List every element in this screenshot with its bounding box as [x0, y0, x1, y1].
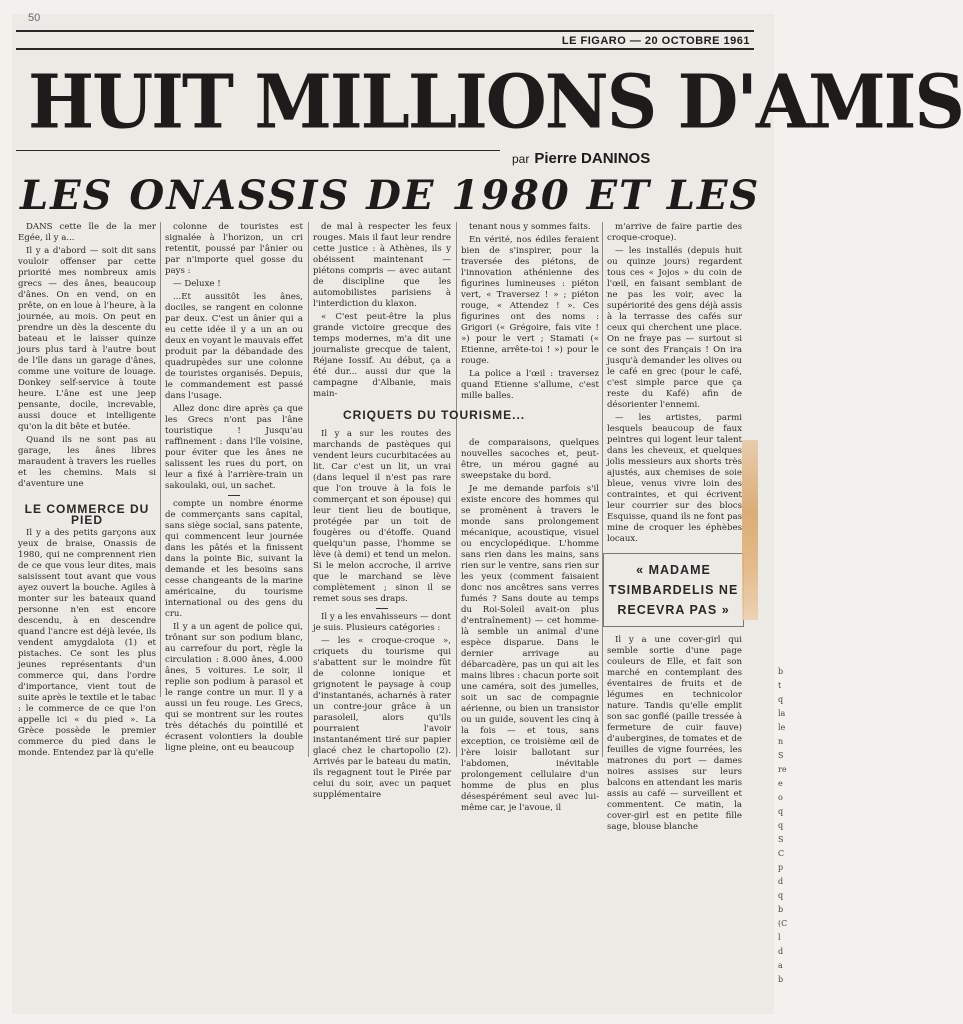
edge-glyph: la: [778, 709, 786, 718]
edge-glyph: q: [778, 821, 784, 830]
edge-glyph: S: [778, 751, 784, 760]
edge-glyph: e: [778, 779, 783, 788]
column-5: [607, 222, 742, 832]
paragraph: « C'est peut-être la plus grande victoire grecque des temps modernes, m'a dit une journaliste grecque de talent, Réjane Iossif. Au début, ça a été dur... aussi dur que la campagne d'Albanie, mais main-: [313, 312, 451, 399]
masthead-rule: [16, 48, 754, 50]
paragraph: Allez donc dire après ça que les Grecs n'ont pas l'âne touristique ! Jusqu'au raffinement : dans l'île voisine, pour éviter que les ânes ne salissent les rues du port, on leur a fixé à l'arrière-train un sakoulaki, oui, un sachet.: [165, 404, 303, 491]
paragraph: La police a l'œil : traversez quand Etienne s'allume, c'est mille balles.: [461, 369, 599, 401]
divider: [228, 495, 240, 496]
edge-glyph: q: [778, 891, 784, 900]
edge-glyph: le: [778, 723, 786, 732]
paragraph: de comparaisons, quelques nouvelles sacoches et, peut-être, un mérou gagné au sweepstake du bord.: [461, 438, 599, 481]
paragraph: Il y a sur les routes des marchands de pastèques qui vendent leurs cucurbitacées au lit. Car c'est un lit, un vrai (dans lequel il n'est pas rare que l'on trouve à la fois le commerçant et son épouse) qui leur tient lieu de boutique, protégée par un toit de fougères ou d'étoffe. Quand quelqu'un passe, l'homme se lève (à demi) et tend un melon. Si le melon accroche, il arrive que le marchand se lève complètement ; sinon il se remet sous ses draps.: [313, 429, 451, 604]
paragraph: compte un nombre énorme de commerçants sans capital, sans siège social, sans patente, qui commencent leur journée dans les pâtés et la finissent dans la pointe Bic, suivant la demande et les besoins sans cesse changeants de la marine américaine, du tourisme international ou des gens du cru.: [165, 499, 303, 619]
column-separator: [602, 222, 603, 757]
paragraph: Quand ils ne sont pas au garage, les ânes libres maraudent à travers les ruelles et les chemins. Mais si d'aventure une: [18, 435, 156, 489]
pull-quote-box: [603, 553, 744, 627]
paragraph: Il y a d'abord — soit dit sans vouloir offenser par cette priorité mes nombreux amis grecs — des ânes, beaucoup d'ânes. On en vend, on en prête, on en loue à l'heure, à la journée, au mois. On peut en prendre un dès la descente du bateau et le laisser quinze jours plus tard à l'autre bout de l'île dans un garage d'ânes, comme une voiture de louage. Donkey self-service à toute heure. L'âne est une jeep pensante, docile, increvable, aussi douce et intelligente qu'on la dit bête et butée.: [18, 246, 156, 432]
edge-glyph: t: [778, 681, 782, 690]
column-4: [461, 222, 599, 813]
paragraph: Il y a des petits garçons aux yeux de braise, Onassis de 1980, qui ne comprennent rien de ce que vous leur dites, mais saisissent tout avant que vous ayez ouvert la bouche. Agiles à monter sur les bateaux quand personne n'en est encore descendu, à en descendre quand l'ancre est déjà levée, ils vendent amygdalota (1) et pistaches. Ce sont les plus jeunes représentants d'un commerce qui, dans l'ordre d'importance, vient tout de suite après le textile et le tabac : le commerce de ce que l'on appelle ici « du pied ». La Grèce possède le premier commerce du pied dans le monde. Entendez par là qu'elle: [18, 528, 156, 758]
top-rule: [16, 30, 754, 32]
column-2: [165, 222, 303, 752]
pencil-annotation: 50: [28, 12, 41, 24]
paragraph: — les installés (depuis huit ou quinze jours) regardent tous ces « Jojos » du coin de l'œil, en faisant semblant de ne pas les voir, avec la supériorité des gens déjà assis à la terrasse des cafés sur ceux qui cherchent une place. On ne fraye pas — surtout si ce sont des Français ! On ira jusqu'à demander les olives ou le café en grec (pour le café, c'est simple parce que ça reste du Kafé) afin de désorienter l'ennemi.: [607, 246, 742, 410]
column-3: [313, 222, 526, 800]
edge-glyph: d: [778, 877, 784, 886]
headline: HUIT MILLIONS D'AMIS: [28, 57, 963, 146]
adhesive-tape: [742, 440, 758, 620]
paragraph: colonne de touristes est signalée à l'horizon, un cri retentit, poussé par l'ânier ou par n'importe quel gosse du pays :: [165, 222, 303, 276]
paragraph: Il y a un agent de police qui, trônant sur son podium blanc, au carrefour du port, règle la circulation : 8.000 ânes, 4.000 ânes, 5 voitures. Le soir, il replie son podium à parasol et le range contre un mur. Il y a aussi un feu rouge. Les Grecs, qui se montrent sur les routes très détachés du pointillé et écrasent volontiers la double ligne pleine, ont eu beaucoup: [165, 622, 303, 753]
edge-glyph: (C: [778, 919, 788, 928]
divider: [376, 608, 388, 609]
column-separator: [160, 222, 161, 697]
column-separator: [456, 222, 457, 757]
byline: [512, 150, 650, 167]
paragraph: — les artistes, parmi lesquels beaucoup de faux peintres qui logent leur talent dans les cheveux, et quelques jolis messieurs aux shorts très ajustés, aux chemises de soie bleue, venus vivre loin des contraintes, et qui écrivent leur courrier sur des blocs Esquisse, quand ils ne font pas mine de croquer les éphèbes locaux.: [607, 413, 742, 544]
paragraph: Il y a les envahisseurs — dont je suis. Plusieurs catégories :: [313, 612, 451, 633]
subheadline: LES ONASSIS DE 1980 ET LES: [20, 172, 761, 219]
edge-glyph: n: [778, 737, 784, 746]
edge-glyph: b: [778, 905, 784, 914]
edge-glyph: b: [778, 667, 784, 676]
masthead: LE FIGARO — 20 OCTOBRE 1961: [561, 35, 750, 47]
paragraph: — les « croque-croque », criquets du tourisme qui s'abattent sur le moindre fût de colonne ionique et grignotent le paysage à coup d'instantanés, acharnés à rater un contre-jour grâce à un parasoleil, alors qu'ils pourraient l'avoir instantanément tiré sur papier glacé chez le chartopolio (2). Arrivés par le bateau du matin, ils regagnent tout le Pirée par celui du soir, avec un paquet supplémentaire: [313, 636, 451, 800]
edge-glyph: re: [778, 765, 787, 774]
edge-glyph: S: [778, 835, 784, 844]
paragraph: En vérité, nos édiles feraient bien de s'inspirer, pour la traversée des piétons, de l'innovation athénienne des figurines lumineuses : piéton vert, « Traversez ! » ; piéton rouge, « Attendez ! ». Ces figurines ont des noms : Grigori (« Grégoire, fais vite ! ») pour le vert ; Stamati (« Etienne, arrête-toi ! ») pour le rouge.: [461, 235, 599, 366]
byline-author: Pierre DANINOS: [534, 150, 651, 167]
edge-glyph: a: [778, 961, 783, 970]
paragraph: m'arrive de faire partie des croque-croque).: [607, 222, 742, 243]
edge-glyph: b: [778, 975, 784, 984]
byline-prefix: par: [512, 152, 530, 166]
section-heading-criquets: CRIQUETS DU TOURISME...: [343, 408, 526, 422]
edge-glyph: C: [778, 849, 785, 858]
section-heading-commerce-du-pied: LE COMMERCE DU PIED: [24, 502, 150, 527]
edge-glyph: d: [778, 947, 784, 956]
edge-glyph: q: [778, 807, 784, 816]
next-page-edge-text: [778, 665, 788, 987]
edge-glyph: l: [778, 933, 781, 942]
column-separator: [308, 222, 309, 757]
paragraph: — Deluxe !: [173, 279, 221, 289]
paragraph: Il y a une cover-girl qui semble sortie d'une page couleurs de Elle, et fait son marché en contemplant des éventaires de fruits et de légumes en technicolor nature. Tandis qu'elle emplit son sac gonflé (paille tressée à fermeture de cuir fauve) d'aubergines, de tomates et de feuilles de vigne fourrées, les matrones du port — dames noires assises sur leurs balcons en attendant les maris assis au café — surveillent et commentent. Ce matin, la cover-girl est en petite fille sage, blouse blanche: [607, 635, 742, 832]
column-1: [18, 222, 156, 758]
pull-quote: « MADAME TSIMBARDELIS NE RECEVRA PAS »: [608, 563, 739, 617]
edge-glyph: q: [778, 695, 784, 704]
paragraph: de mal à respecter les feux rouges. Mais il faut leur rendre cette justice : à Athènes, ils y obéissent maintenant — piétons compris — avec autant de discipline que les automobilistes parisiens à l'interdiction du klaxon.: [313, 222, 451, 309]
paragraph: ...Et aussitôt les ânes, dociles, se rangent en colonne par deux. C'est un ânier qui a eu cette idée il y a un an ou deux en voyant le mauvais effet produit par la débandade des quadrupèdes sur une colonne de touristes organisés. Depuis, le commandement est passé dans l'usage.: [165, 292, 303, 401]
paragraph: Je me demande parfois s'il existe encore des hommes qui se promènent à travers le monde sans prolongement mécanique, acoustique, visuel ou encyclopédique. L'homme sans rien dans les mains, sans rien sur le ventre, sans rien sur les yeux (comment faisaient donc nos ancêtres sans verres fumés ? Sans doute au temps du Roi-Soleil avait-on plus d'entraînement) — cet homme-là semble un animal d'une espèce disparue. Dans le dernier arrivage au débarcadère, pas un qui ait les mains libres : chacun porte soit une caméra, soit des jumelles, soit un sac de compagnie aérienne, ou bien un transistor ou un guide, souvent les cinq à la fois — et tous, sans exception, ce troisième œil de l'ère loisir ballotant sur l'abdomen, inévitable prolongement cellulaire d'un homme de plus en plus désespérément seul avec lui-même car, je l'avoue, il: [461, 484, 599, 813]
edge-glyph: p: [778, 863, 784, 872]
headline-rule: [16, 150, 500, 151]
edge-glyph: o: [778, 793, 783, 802]
paragraph: DANS cette île de la mer Egée, il y a...: [18, 222, 156, 243]
paragraph: tenant nous y sommes faits.: [469, 222, 591, 232]
